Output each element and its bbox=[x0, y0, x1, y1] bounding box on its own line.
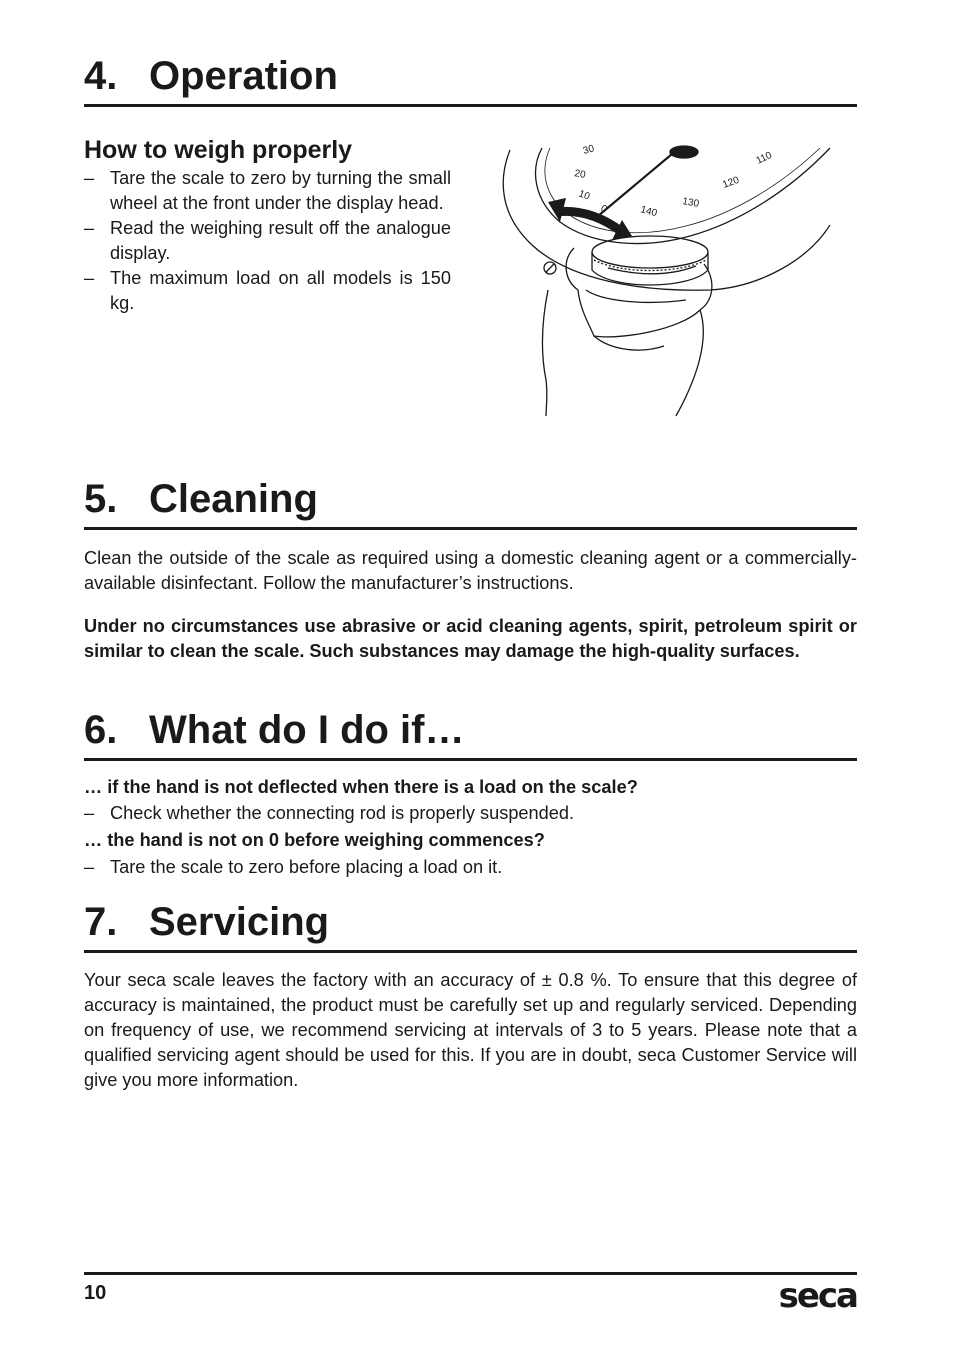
dial-number: 30 bbox=[581, 143, 596, 157]
section-heading-cleaning bbox=[84, 479, 857, 530]
cleaning-warning: Under no circumstances use abrasive or acid cleaning agents, spirit, petroleum spirit or similar to clean the scale. Such substances may damage the high-quality surfaces. bbox=[84, 616, 857, 661]
dial-number: 130 bbox=[681, 196, 700, 210]
operation-instructions-list bbox=[84, 166, 451, 316]
list-item: – Read the weighing result off the analogue display. bbox=[84, 216, 451, 266]
footer-divider bbox=[84, 1272, 857, 1275]
faq-answer: – Check whether the connecting rod is properly suspended. bbox=[84, 801, 857, 826]
subheading-weigh-properly: How to weigh properly bbox=[84, 136, 353, 164]
section-number: 7. bbox=[84, 900, 118, 944]
faq-question: … if the hand is not deflected when there is a load on the scale? bbox=[84, 777, 638, 797]
dial-number: 20 bbox=[573, 168, 587, 181]
servicing-paragraph: Your seca scale leaves the factory with an accuracy of ± 0.8 %. To ensure that this degree of accuracy is maintained, the product must be carefully set up and regularly serviced. Depending on frequency of use, we recommend servicing at intervals of 3 to 5 years. Please note that a qualified servicing agent should be used for this. If you are in doubt, seca Customer Service will give you more information. bbox=[84, 970, 857, 1090]
faq-answer-list bbox=[84, 855, 857, 880]
faq-question: … the hand is not on 0 before weighing commences? bbox=[84, 830, 545, 850]
page-number: 10 bbox=[84, 1282, 107, 1304]
dial-number: 10 bbox=[576, 188, 592, 203]
faq-answer: – Tare the scale to zero before placing a load on it. bbox=[84, 855, 857, 880]
section-number: 6. bbox=[84, 708, 118, 752]
section-heading-servicing bbox=[84, 902, 857, 953]
faq-answer-list bbox=[84, 801, 857, 826]
list-item: – The maximum load on all models is 150 kg. bbox=[84, 266, 451, 316]
dial-number: 110 bbox=[754, 150, 774, 167]
section-title: What do I do if… bbox=[149, 708, 465, 752]
dial-number: 0 bbox=[598, 203, 609, 216]
cleaning-paragraph: Clean the outside of the scale as required using a domestic cleaning agent or a commercially-available disinfectant. Follow the manufacturer’s instructions. bbox=[84, 548, 857, 593]
section-heading-what-if bbox=[84, 710, 857, 761]
section-title: Servicing bbox=[149, 900, 330, 944]
scale-tare-illustration bbox=[490, 140, 840, 420]
list-item: – Tare the scale to zero by turning the small wheel at the front under the display head. bbox=[84, 166, 451, 216]
section-title: Operation bbox=[149, 54, 338, 98]
dial-number: 120 bbox=[721, 174, 741, 191]
section-number: 5. bbox=[84, 477, 118, 521]
section-number: 4. bbox=[84, 54, 118, 98]
section-title: Cleaning bbox=[149, 477, 318, 521]
section-heading-operation bbox=[84, 56, 857, 107]
seca-logo: seca bbox=[778, 1276, 857, 1316]
dial-number: 140 bbox=[639, 204, 659, 220]
